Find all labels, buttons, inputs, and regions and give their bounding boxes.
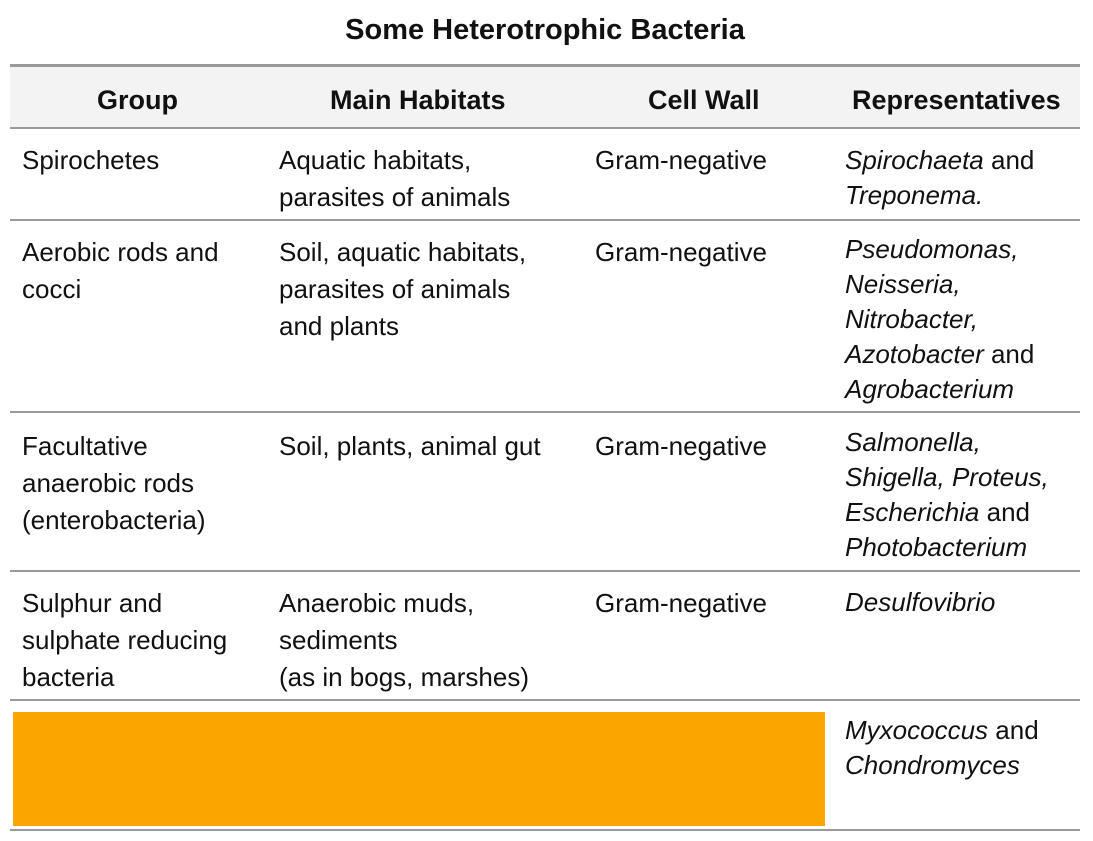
row1-representatives [845,143,1034,213]
row4-group: Sulphur and sulphate reducing bacteria [22,588,228,692]
row4-cell-wall: Gram-negative [595,588,767,618]
rep-name: Chondromyces [845,750,1020,780]
rep-and: and [983,145,1035,175]
row2-cell-wall: Gram-negative [595,237,767,267]
rep-name: Azotobacter [845,339,984,369]
rep-name: Neisseria, [845,269,961,299]
rep-name: Photobacterium [845,532,1028,562]
row2-group: Aerobic rods and cocci [22,237,219,304]
row1-habitats: Aquatic habitats, parasites of animals [279,145,511,212]
row1-group: Spirochetes [22,145,160,175]
rep-and: and [979,497,1031,527]
bottom-rule [10,829,1080,831]
rep-name: Myxococcus [845,715,989,745]
row1-cell-wall: Gram-negative [595,145,767,175]
header-rule [10,127,1080,129]
row3-cell-wall: Gram-negative [595,431,767,461]
rep-and: and [983,339,1035,369]
rep-name: Escherichia [845,497,980,527]
rep-name: Treponema. [845,180,984,210]
row2-habitats: Soil, aquatic habitats, parasites of animals and plants [279,237,527,341]
row-divider [10,411,1080,413]
redaction-block [13,712,825,826]
rep-name: Spirochaeta [845,145,984,175]
rep-name: Nitrobacter, [845,304,978,334]
header-habitats: Main Habitats [330,85,506,115]
header-cell-wall: Cell Wall [648,85,760,115]
rep-name: Salmonella, [845,427,981,457]
row3-habitats: Soil, plants, animal gut [279,431,541,461]
row3-representatives [845,425,1049,565]
header-group: Group [97,85,178,115]
row-divider [10,219,1080,221]
rep-name: Agrobacterium [845,374,1015,404]
row2-representatives [845,232,1034,407]
rep-name: Pseudomonas, [845,234,1019,264]
rep-and: and [988,715,1039,745]
row3-group: Facultative anaerobic rods (enterobacteria) [22,431,206,535]
row-divider [10,570,1080,572]
row4-habitats: Anaerobic muds, sediments (as in bogs, marshes) [279,588,529,692]
top-rule [10,64,1080,67]
rep-name: Desulfovibrio [845,587,996,617]
table-title: Some Heterotrophic Bacteria [345,14,745,46]
row5-representatives [845,713,1039,783]
header-representatives: Representatives [852,85,1061,115]
row-divider [10,699,1080,701]
rep-name: Shigella, Proteus, [845,462,1049,492]
row4-representatives [845,585,995,620]
